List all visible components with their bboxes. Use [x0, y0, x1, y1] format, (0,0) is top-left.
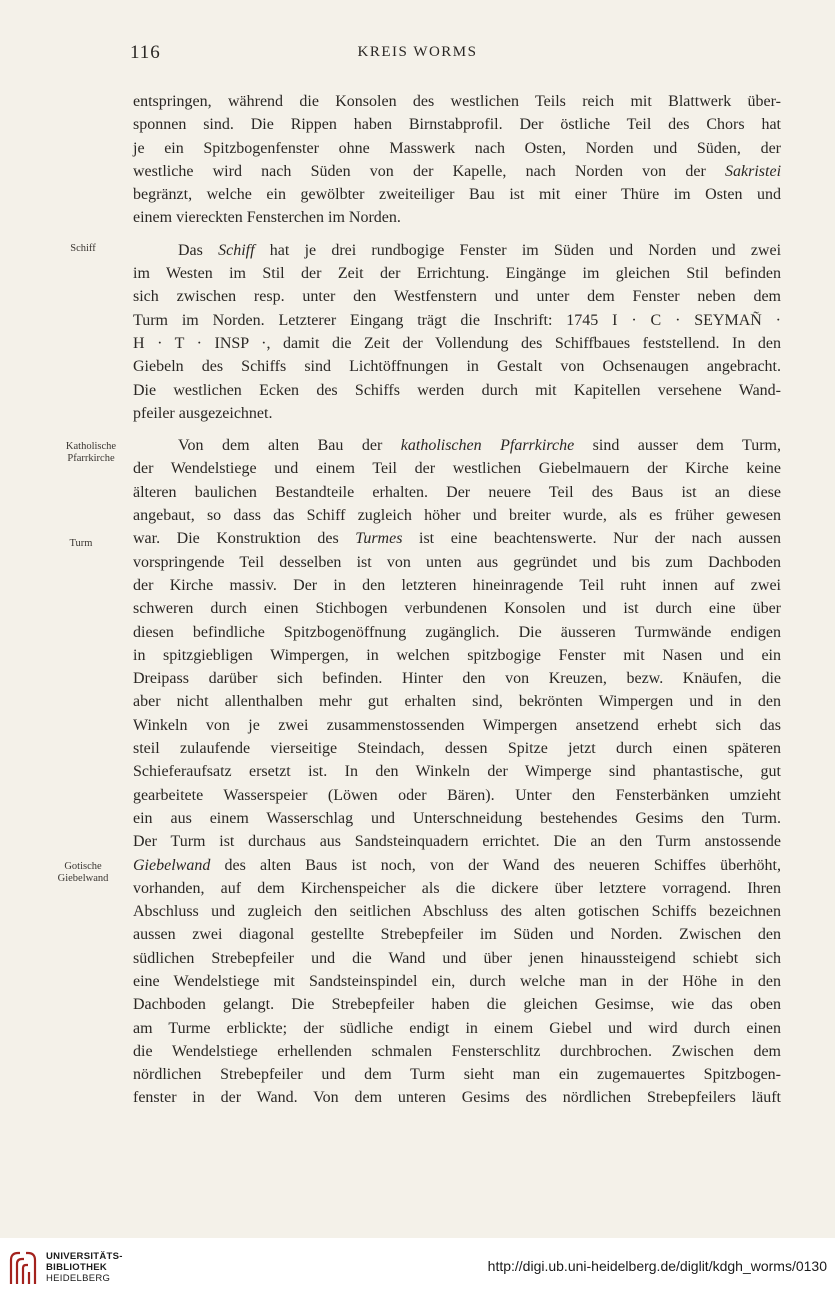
text-line: Giebeln des Schiffs sind Lichtöffnungen in Gestalt von Ochsenaugen angebracht. [133, 358, 781, 376]
italic-term-schiff: Schiff [218, 241, 255, 259]
text-line: Turm im Norden. Letzterer Eingang trägt die Inschrift: 1745 I · C · SEYMAÑ · [133, 311, 781, 329]
italic-term-sakristei: Sakristei [725, 162, 782, 180]
library-footer [0, 1238, 835, 1297]
text-line: der Wendelstiege und einem Teil der westlichen Giebelmauern der Kirche keine [133, 460, 781, 478]
text-line: fenster in der Wand. Von dem unteren Gesims des nördlichen Strebepfeilers läuft [133, 1089, 781, 1107]
text-line: einem viereckten Fensterchen im Norden. [133, 209, 401, 227]
running-title: KREIS WORMS [357, 44, 478, 60]
text-line: die Wendelstiege erhellenden schmalen Fensterschlitz durchbrochen. Zwischen dem [133, 1042, 781, 1060]
text-line: nördlichen Strebepfeiler und dem Turm sieht man ein zugemauertes Spitzbogen- [133, 1066, 781, 1084]
page-header [0, 42, 835, 66]
text-line: sponnen sind. Die Rippen haben Birnstabprofil. Der östliche Teil des Chors hat [133, 116, 781, 134]
margin-note-line: Giebelwand [57, 873, 109, 884]
text-line: schweren durch einen Stichbogen verbundenen Konsolen und ist durch eine über [133, 600, 781, 618]
text-span: des alten Baus ist noch, von der Wand des neueren Schiffes überhöht, [224, 856, 781, 874]
text-line: Der Turm ist durchaus aus Sandsteinquadern errichtet. Die an den Turm anstossende [133, 833, 781, 851]
paragraph-pfarrkirche [133, 434, 781, 1110]
text-line [133, 527, 781, 550]
margin-note-line: Katholische [65, 441, 117, 452]
margin-note-line: Gotische [64, 861, 102, 872]
italic-term-pfarrkirche: katholischen Pfarrkirche [400, 437, 575, 455]
text-line: je ein Spitzbogenfenster ohne Masswerk nach Osten, Norden und Süden, der [133, 139, 781, 157]
margin-note-line: Pfarrkirche [67, 453, 115, 464]
text-line: Schieferaufsatz ersetzt ist. In den Winkeln der Wimperge sind phantastische, gut [133, 763, 781, 781]
text-line: in spitzgiebligen Wimpergen, in welchen spitzbogige Fenster mit Nasen und ein [133, 646, 781, 664]
page-number: 116 [130, 42, 161, 63]
text-line [133, 160, 781, 183]
text-span: Das [178, 241, 203, 259]
text-line: im Westen im Stil der Zeit der Errichtung. Eingänge im gleichen Stil befinden [133, 265, 781, 283]
italic-term-turmes: Turmes [355, 530, 403, 548]
library-name [46, 1251, 123, 1284]
text-line: der Kirche massiv. Der in den letzteren hineinragende Teil ruht innen auf zwei [133, 576, 781, 594]
text-line: steil zulaufende vierseitige Steindach, dessen Spitze jetzt durch einen späteren [133, 740, 781, 758]
text-line: am Turme erblickte; der südliche endigt in einem Giebel und wird durch einen [133, 1019, 781, 1037]
paragraph-schiff [133, 239, 781, 425]
library-name-line: HEIDELBERG [46, 1273, 111, 1284]
university-library-logo-icon [8, 1250, 38, 1286]
text-line: angebaut, so dass das Schiff zugleich höher und breiter wurde, als es früher gewesen [133, 507, 781, 525]
text-line: Dachboden gelangt. Die Strebepfeiler haben die gleichen Gesimse, wie das oben [133, 996, 781, 1014]
text-line: sich zwischen resp. unter den Westfenstern und unter dem Fenster neben dem [133, 288, 781, 306]
text-span: westliche wird nach Süden von der Kapelle, nach Norden von der [133, 162, 706, 180]
text-line [133, 434, 781, 457]
text-span: ist eine beachtenswerte. Nur der nach aussen [419, 530, 782, 548]
text-line: ein aus einem Wasserschlag und Unterschneidung bestehendes Gesims den Turm. [133, 809, 781, 827]
margin-note-katholische-pfarrkirche [46, 441, 136, 465]
text-line: diesen befindliche Spitzbogenöffnung zugänglich. Die äusseren Turmwände endigen [133, 623, 781, 641]
text-span: Von dem alten Bau der [178, 437, 383, 455]
text-line: vorspringende Teil desselben ist von unten aus gegründet und bis zum Dachboden [133, 553, 781, 571]
text-line: vorhanden, auf dem Kirchenspeicher als die dickere über letztere vorragend. Ihren [133, 879, 781, 897]
text-line: Winkeln von je zwei zusammenstossenden Wimpergen ansetzend erhebt sich das [133, 716, 781, 734]
text-line [133, 239, 781, 262]
text-line: entspringen, während die Konsolen des westlichen Teils reich mit Blattwerk über- [133, 93, 781, 110]
permalink-url[interactable]: http://digi.ub.uni-heidelberg.de/diglit/kdgh_worms/0130 [487, 1258, 827, 1274]
italic-term-giebelwand: Giebelwand [133, 856, 211, 874]
margin-note-schiff: Schiff [70, 243, 96, 254]
text-line: Dreipass darüber sich befinden. Hinter den von Kreuzen, bezw. Knäufen, die [133, 670, 781, 688]
text-line: Abschluss und zugleich den seitlichen Abschluss des alten gotischen Schiffs bezeichnen [133, 903, 781, 921]
paragraph-chor [133, 90, 781, 230]
library-name-line: UNIVERSITÄTS- [46, 1251, 123, 1262]
body-text [133, 90, 781, 1110]
text-line: südlichen Strebepfeiler und die Wand und über jenen hinaussteigend schiebt sich [133, 949, 781, 967]
text-line: pfeiler ausgezeichnet. [133, 404, 273, 422]
margin-note-gotische-giebelwand [38, 861, 128, 885]
text-line: aussen zwei diagonal gestellte Strebepfeiler im Süden und Norden. Zwischen den [133, 926, 781, 944]
margin-note-turm: Turm [69, 538, 93, 549]
text-line: Die westlichen Ecken des Schiffs werden durch mit Kapitellen versehene Wand- [133, 381, 781, 399]
text-line: aber nicht allenthalben mehr gut erhalten sind, bekrönten Wimpergen und in den [133, 693, 781, 711]
text-line: begränzt, welche ein gewölbter zweiteiliger Bau ist mit einer Thüre im Osten und [133, 186, 781, 204]
text-line: älteren baulichen Bestandteile erhalten. Der neuere Teil des Baus ist an diese [133, 483, 781, 501]
text-line: eine Wendelstiege mit Sandsteinspindel ein, durch welche man in der Höhe in den [133, 972, 781, 990]
library-name-line: BIBLIOTHEK [46, 1262, 108, 1273]
text-span: hat je drei rundbogige Fenster im Süden und Norden und zwei [269, 241, 782, 259]
text-line [133, 854, 781, 877]
text-line: gearbeitete Wasserspeier (Löwen oder Bären). Unter den Fensterbänken umzieht [133, 786, 781, 804]
text-span: war. Die Konstruktion des [133, 530, 339, 548]
text-span: sind ausser dem Turm, [592, 437, 782, 455]
text-line: H · T · INSP ·, damit die Zeit der Vollendung des Schiffbaues feststellend. In den [133, 334, 781, 352]
